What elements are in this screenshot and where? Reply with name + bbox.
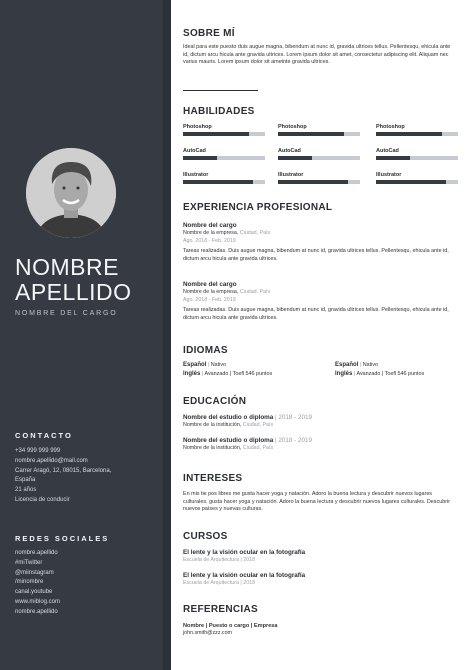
education-institution-row xyxy=(183,422,453,429)
about-text: Ideal para este puesto duis augue magna, bibendum at nunc id, gravida ultrices tellus. Pellentesqu, ehicula ante id, dictum arcu hicula ante gravida ultrices. Lorem ipsum dolor sit amet, consectetur adipiscing elit. Aliquam nec varius mauris. Lorem ipsum dolor sit ametnte gravida ultrices. xyxy=(183,44,451,66)
job-title: Nombre del cargo xyxy=(183,281,237,288)
experience-heading: EXPERIENCIA PROFESIONAL xyxy=(183,202,333,213)
separator: | xyxy=(207,362,210,368)
language-name: Inglés xyxy=(335,370,353,377)
language-row xyxy=(183,370,272,379)
separator: | xyxy=(359,362,362,368)
language-level: Avanzado | Toefl 546 puntos xyxy=(204,370,273,377)
skill-item xyxy=(376,124,458,136)
skill-bar-track xyxy=(376,132,458,136)
company-name: Nombre de la empresa, xyxy=(183,289,239,295)
first-name: NOMBRE xyxy=(15,254,119,280)
skill-label: Photoshop xyxy=(278,124,307,130)
reference-entry xyxy=(183,622,453,637)
social-twitter[interactable]: #miTwitter xyxy=(15,559,43,566)
education-title-row xyxy=(183,436,453,445)
education-dates: | 2018 - 2019 xyxy=(275,437,313,444)
skill-bar-fill xyxy=(376,156,410,160)
institution-location: Ciudad, País xyxy=(242,445,274,451)
separator: | xyxy=(201,370,204,377)
education-entry xyxy=(183,436,453,452)
course-school: Escuela de Arquitectura | 2018 xyxy=(183,580,256,586)
interests-heading: INTERESES xyxy=(183,473,243,484)
skill-label: Illustrator xyxy=(376,172,402,178)
skill-label: AutoCad xyxy=(183,148,206,154)
last-name: APELLIDO xyxy=(15,279,132,305)
full-name xyxy=(15,255,132,305)
job-entry xyxy=(183,221,453,263)
skills-heading: HABILIDADES xyxy=(183,106,255,117)
separator: | xyxy=(353,370,356,377)
skill-item xyxy=(183,124,265,136)
references-heading: REFERENCIAS xyxy=(183,604,258,615)
skill-bar-track xyxy=(183,132,265,136)
skill-label: Illustrator xyxy=(183,172,209,178)
language-row xyxy=(183,361,272,370)
company-location: Ciudad, País xyxy=(239,230,271,236)
job-dates: Ago. 2018 - Feb. 2019 xyxy=(183,237,236,244)
social-facebook[interactable]: nombre.apellido xyxy=(15,550,58,556)
skill-bar-track xyxy=(183,180,265,184)
language-name: Español xyxy=(335,362,359,368)
language-column-left xyxy=(183,361,272,378)
contact-email: nombre.apellido@mail.com xyxy=(15,457,88,464)
skill-item xyxy=(376,148,458,160)
job-company xyxy=(183,289,453,297)
job-company xyxy=(183,230,453,238)
education-entry xyxy=(183,413,453,429)
language-level: Nativo xyxy=(362,362,379,368)
courses-heading: CURSOS xyxy=(183,531,228,542)
education-title: Nombre del estudio o diploma xyxy=(183,437,274,444)
social-youtube[interactable]: canal.youtube xyxy=(15,589,53,596)
job-title: NOMBRE DEL CARGO xyxy=(15,310,118,317)
skill-bar-track xyxy=(376,156,458,160)
contact-phone: +34 999 999 999 xyxy=(15,448,61,454)
skill-bar-fill xyxy=(376,180,446,184)
course-school: Escuela de Arquitectura | 2018 xyxy=(183,557,256,563)
skill-bar-track xyxy=(183,156,265,160)
reference-name-row xyxy=(183,622,453,630)
language-level: Avanzado | Toefl 546 puntos xyxy=(356,370,425,377)
education-institution-row xyxy=(183,445,453,452)
skill-bar-fill xyxy=(278,132,344,136)
language-name: Inglés xyxy=(183,370,201,377)
reference-email[interactable]: john.smith@zzz.com xyxy=(183,630,232,636)
language-level: Nativo xyxy=(210,362,227,368)
language-name: Español xyxy=(183,362,207,368)
skill-label: AutoCad xyxy=(278,148,301,154)
company-location: Ciudad, País xyxy=(239,289,271,295)
skill-label: AutoCad xyxy=(376,148,399,154)
reference-role: | Puesto o cargo | Empresa xyxy=(205,623,278,629)
course-entry xyxy=(183,548,453,564)
job-entry xyxy=(183,280,453,322)
education-dates: | 2018 - 2019 xyxy=(275,414,313,421)
skill-label: Photoshop xyxy=(183,124,212,130)
job-description: Tareas realizadas. Duis augue magna, bibendum at nunc id, gravida ultrices tellus. Pellentesqu, ehicula ante id, dictum arcu hicula ante gravida ultrices. xyxy=(183,307,449,321)
social-linkedin[interactable]: /minombre xyxy=(15,579,44,586)
skill-bar-fill xyxy=(278,156,312,160)
skill-item xyxy=(183,148,265,160)
skill-bar-fill xyxy=(183,132,249,136)
education-title: Nombre del estudio o diploma xyxy=(183,414,274,421)
institution-name: Nombre de la institución, xyxy=(183,422,242,428)
reference-name: Nombre xyxy=(183,623,205,629)
skill-item xyxy=(183,172,265,184)
about-heading: SOBRE MÍ xyxy=(183,28,235,39)
contact-age: 21 años xyxy=(15,487,37,494)
contact-list xyxy=(15,447,155,506)
interests-text: En mis tie pos libres me gusta hacer yoga y natación. Adoro la buena lectura y descubrir nuevos lugares culturales. gusta hacer yoga y natación. Adoro la buena lectura y descubrir nuevos lugares culturales. Descubrir nuevos países y nuevas culturas. xyxy=(183,491,450,513)
skill-bar-track xyxy=(278,156,360,160)
job-title: Nombre del cargo xyxy=(183,222,237,229)
education-heading: EDUCACIÓN xyxy=(183,396,247,407)
language-row xyxy=(335,370,424,379)
social-instagram[interactable]: @miinstagram xyxy=(15,569,54,576)
contact-heading: CONTACTO xyxy=(15,431,73,440)
social-other[interactable]: nombre.apellido xyxy=(15,608,58,615)
skill-label: Illustrator xyxy=(278,172,304,178)
contact-address: Carrer Aragó, 12, 08015, Barcelona, España xyxy=(15,467,112,484)
social-list xyxy=(15,549,155,618)
language-column-right xyxy=(335,361,424,378)
skill-bar-track xyxy=(278,132,360,136)
skill-bar-fill xyxy=(183,156,217,160)
job-description: Tareas realizadas. Duis augue magna, bibendum at nunc id, gravida ultrices tellus. Pellentesqu, ehicula ante id, dictum arcu hicula ante gravida ultrices. xyxy=(183,248,449,262)
course-title: El lente y la visión ocular en la fotografía xyxy=(183,549,306,556)
company-name: Nombre de la empresa, xyxy=(183,230,239,236)
job-dates: Ago. 2018 - Feb. 2019 xyxy=(183,296,236,303)
contact-license: Licencia de conducir xyxy=(15,496,70,503)
language-row xyxy=(335,361,424,370)
skill-label: Photoshop xyxy=(376,124,405,130)
institution-location: Ciudad, País xyxy=(242,422,274,428)
social-heading: REDES SOCIALES xyxy=(15,534,110,543)
course-entry xyxy=(183,571,453,587)
sidebar xyxy=(0,0,171,670)
sidebar-stripe xyxy=(163,0,171,670)
course-title: El lente y la visión ocular en la fotografía xyxy=(183,572,306,579)
skill-item xyxy=(278,148,360,160)
institution-name: Nombre de la institución, xyxy=(183,445,242,451)
skill-bar-fill xyxy=(376,132,442,136)
skill-bar-fill xyxy=(183,180,253,184)
skill-item xyxy=(278,172,360,184)
languages-heading: IDIOMAS xyxy=(183,345,228,356)
social-blog[interactable]: www.miblog.com xyxy=(15,598,61,605)
skill-bar-fill xyxy=(278,180,348,184)
skill-item xyxy=(376,172,458,184)
skill-item xyxy=(278,124,360,136)
about-rule xyxy=(183,90,258,91)
skill-bar-track xyxy=(376,180,458,184)
profile-photo xyxy=(26,148,116,238)
education-title-row xyxy=(183,413,453,422)
skill-bar-track xyxy=(278,180,360,184)
